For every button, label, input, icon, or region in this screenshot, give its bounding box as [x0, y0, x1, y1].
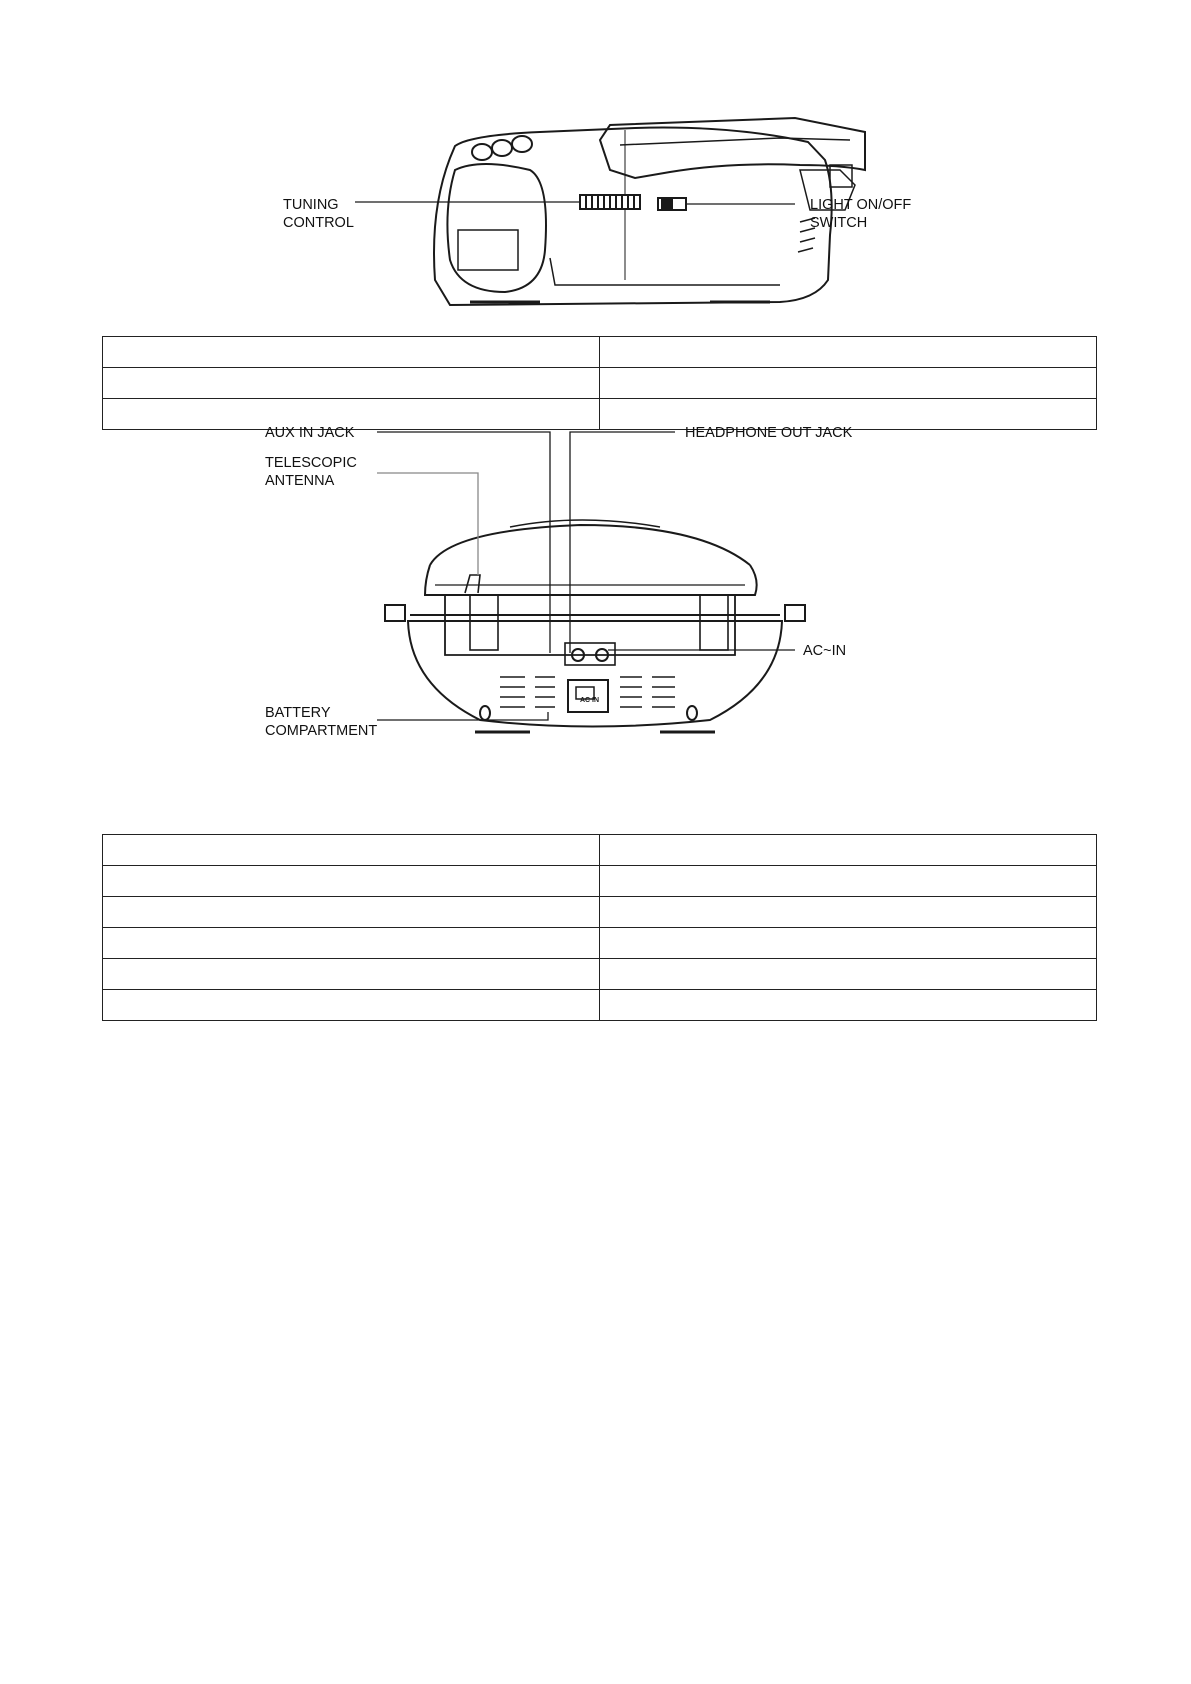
- table-cell: [600, 959, 1097, 990]
- leader-line: [377, 473, 478, 575]
- top-button: [512, 136, 532, 152]
- table-cell: [103, 368, 600, 399]
- table-cell: [103, 928, 600, 959]
- battery-compartment-label: BATTERY COMPARTMENT: [265, 705, 378, 739]
- light-switch-graphic: [658, 198, 686, 210]
- table-cell: [600, 866, 1097, 897]
- table-cell: [600, 835, 1097, 866]
- table-cell: [103, 897, 600, 928]
- speaker-outline: [447, 164, 546, 292]
- back-view-diagram: [265, 425, 920, 810]
- telescopic-antenna-label: TELESCOPIC ANTENNA: [265, 455, 357, 489]
- ac-in-socket: [568, 680, 608, 712]
- device-body-outline: [434, 128, 832, 305]
- headphone-out-jack-label: HEADPHONE OUT JACK: [685, 425, 853, 441]
- table-row: [103, 337, 1097, 368]
- table-cell: [103, 866, 600, 897]
- table-row: [103, 928, 1097, 959]
- tuning-control-label: TUNING CONTROL: [283, 197, 354, 231]
- table-row: [103, 990, 1097, 1021]
- ac-in-label: AC~IN: [803, 643, 847, 659]
- table-cell: [103, 835, 600, 866]
- leader-line: [570, 432, 675, 653]
- top-button: [472, 144, 492, 160]
- aux-in-jack-label: AUX IN JACK: [265, 425, 355, 441]
- table-row: [103, 866, 1097, 897]
- table-cell: [600, 897, 1097, 928]
- ac-in-marking: AC IN: [580, 697, 600, 704]
- table-row: [103, 835, 1097, 866]
- back-parts-table: [102, 834, 1097, 1021]
- device-body-outline: [408, 621, 782, 727]
- tuning-dial: [580, 195, 640, 209]
- table-row: [103, 399, 1097, 430]
- side-parts-table: [102, 336, 1097, 430]
- table-cell: [103, 959, 600, 990]
- table-cell: [103, 990, 600, 1021]
- antenna-graphic: [465, 575, 480, 593]
- leader-line: [377, 712, 548, 720]
- light-switch-label: LIGHT ON/OFF SWITCH: [810, 197, 912, 231]
- table-cell: [600, 368, 1097, 399]
- top-button: [492, 140, 512, 156]
- table-cell: [600, 928, 1097, 959]
- table-row: [103, 368, 1097, 399]
- table-row: [103, 897, 1097, 928]
- table-cell: [103, 337, 600, 368]
- table-row: [103, 959, 1097, 990]
- side-view-diagram: [280, 110, 920, 310]
- table-cell: [600, 990, 1097, 1021]
- table-cell: [600, 337, 1097, 368]
